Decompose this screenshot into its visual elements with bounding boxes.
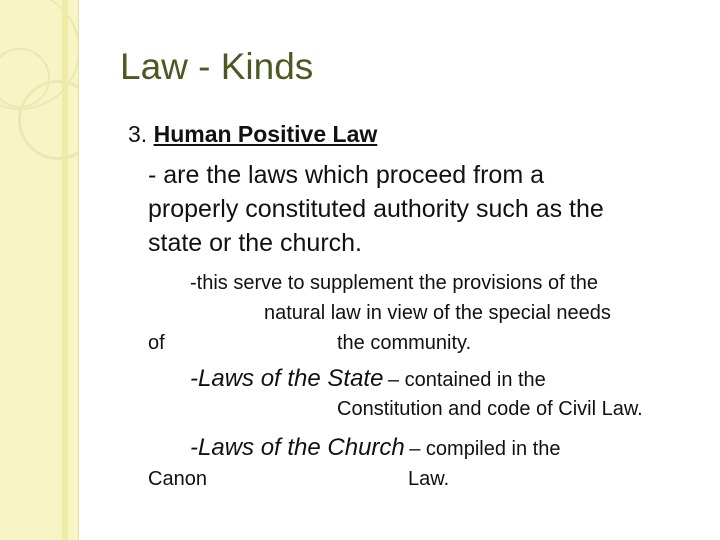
state-laws-heading: -Laws of the State [190,365,384,392]
slide-title: Law - Kinds [120,46,314,87]
section-heading [128,121,377,148]
church-laws-line-2-rest: Law. [408,468,450,490]
state-laws-line [190,365,546,393]
church-laws-text: – compiled in the [409,438,561,460]
definition-line-1: - are the laws which proceed from a [148,161,545,189]
note-line-3-prefix: of [148,332,165,354]
note-line-1: -this serve to supplement the provisions of the [190,272,598,294]
note-line-2: natural law in view of the special needs [264,302,611,324]
church-laws-line [190,434,560,462]
state-laws-text: – contained in the [387,369,546,391]
definition-line-2: properly constituted authority such as the [148,195,604,223]
heading-label: Human Positive Law [153,121,378,147]
note-line-3-rest: the community. [337,332,472,354]
church-laws-heading: -Laws of the Church [190,434,405,461]
state-laws-line-2: Constitution and code of Civil Law. [337,398,643,420]
definition-line-3: state or the church. [148,229,363,257]
heading-number: 3. [128,121,148,147]
church-laws-line-2-prefix: Canon [148,468,207,490]
